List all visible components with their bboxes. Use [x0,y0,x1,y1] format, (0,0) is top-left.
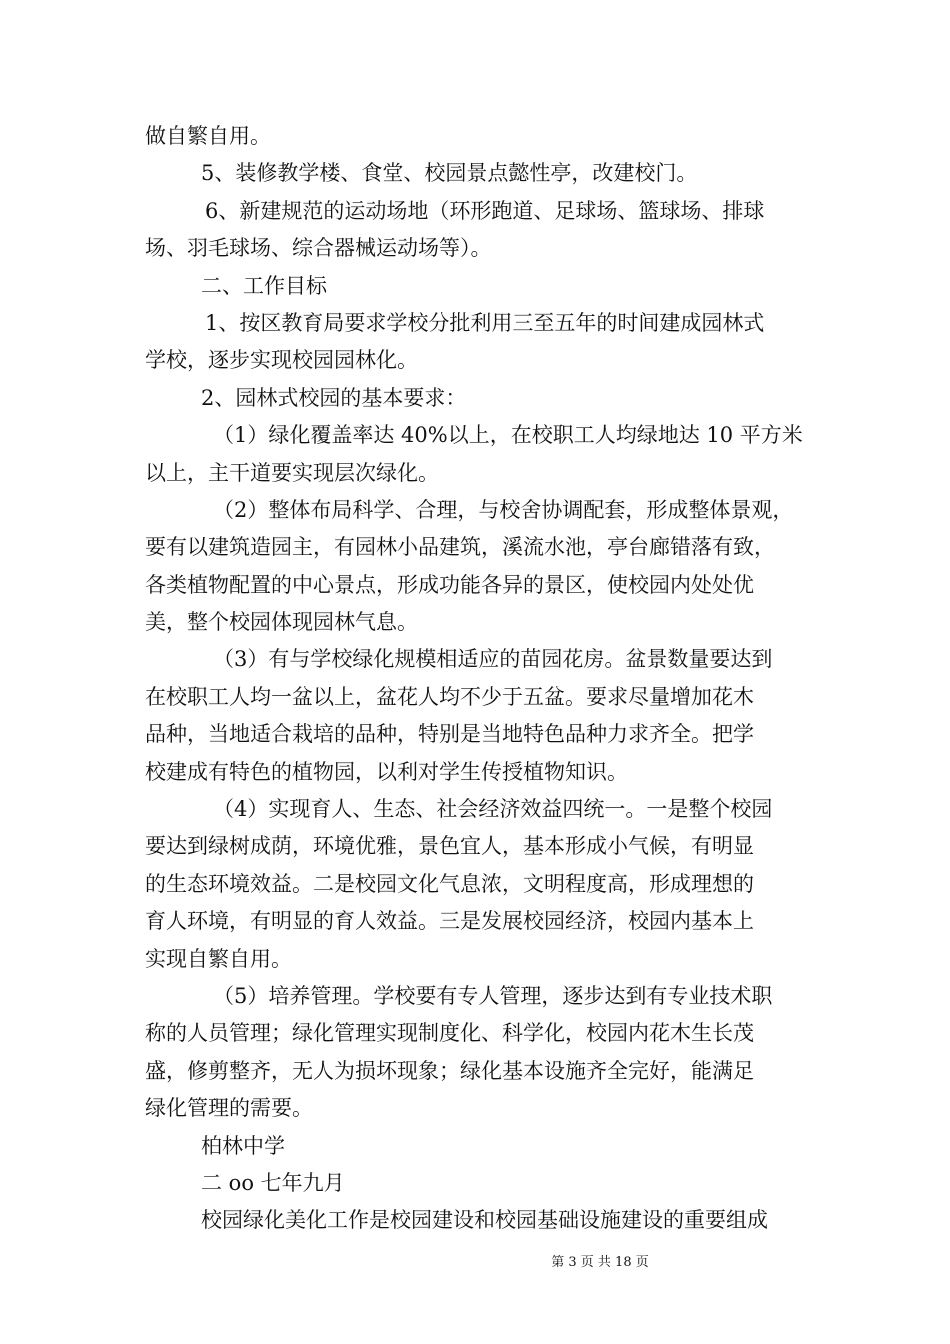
text-line: 绿化管理的需要。 [145,1096,313,1121]
text-line: 1、按区教育局要求学校分批利用三至五年的时间建成园林式 [205,310,765,335]
text-line: （4）实现育人、生态、社会经济效益四统一。一是整个校园 [213,797,773,822]
text-line: 育人环境，有明显的育人效益。三是发展校园经济，校园内基本上 [145,909,754,934]
text-line: （1）绿化覆盖率达 40%以上，在校职工人均绿地达 10 平方米 [213,423,803,448]
text-line: 5、装修教学楼、食堂、校园景点懿性亭，改建校门。 [201,161,698,186]
text-line: 6、新建规范的运动场地（环形跑道、足球场、篮球场、排球 [205,198,765,223]
text-line: 场、羽毛球场、综合器械运动场等）。 [145,236,492,261]
text-line: 校建成有特色的植物园，以利对学生传授植物知识。 [145,759,628,784]
text-line: （2）整体布局科学、合理，与校舍协调配套，形成整体景观， [213,497,794,522]
text-line: 要达到绿树成荫，环境优雅，景色宜人，基本形成小气候，有明显 [145,834,754,859]
signature-school: 柏林中学 [201,1133,285,1158]
text-line: 在校职工人均一盆以上，盆花人均不少于五盆。要求尽量增加花木 [145,684,754,709]
text-line: （5）培养管理。学校要有专人管理，逐步达到有专业技术职 [213,983,773,1008]
document-body [145,118,821,1240]
text-line: 称的人员管理；绿化管理实现制度化、科学化，校园内花木生长茂 [145,1021,754,1046]
text-line: 盛，修剪整齐，无人为损坏现象；绿化基本设施齐全完好，能满足 [145,1058,754,1083]
text-line: 品种，当地适合栽培的品种，特别是当地特色品种力求齐全。把学 [145,722,754,747]
text-line: 美，整个校园体现园林气息。 [145,610,418,635]
text-line: 做自繁自用。 [145,124,271,148]
text-line: 以上，主干道要实现层次绿化。 [145,460,439,485]
text-line: 学校，逐步实现校园园林化。 [145,348,418,373]
text-line: （3）有与学校绿化规模相适应的苗园花房。盆景数量要达到 [213,647,773,672]
section-heading: 二、工作目标 [201,273,327,298]
text-line: 实现自繁自用。 [145,946,292,971]
signature-date: 二 oo 七年九月 [201,1170,345,1195]
text-line: 2、园林式校园的基本要求： [201,385,467,410]
text-line: 要有以建筑造园主，有园林小品建筑，溪流水池，亭台廊错落有致， [145,535,775,560]
text-line: 的生态环境效益。二是校园文化气息浓，文明程度高，形成理想的 [145,871,754,896]
page-number-footer: 第 3 页 共 18 页 [551,1255,649,1270]
text-line: 各类植物配置的中心景点，形成功能各异的景区，使校园内处处优 [145,572,754,597]
text-line: 校园绿化美化工作是校园建设和校园基础设施建设的重要组成 [201,1208,768,1233]
